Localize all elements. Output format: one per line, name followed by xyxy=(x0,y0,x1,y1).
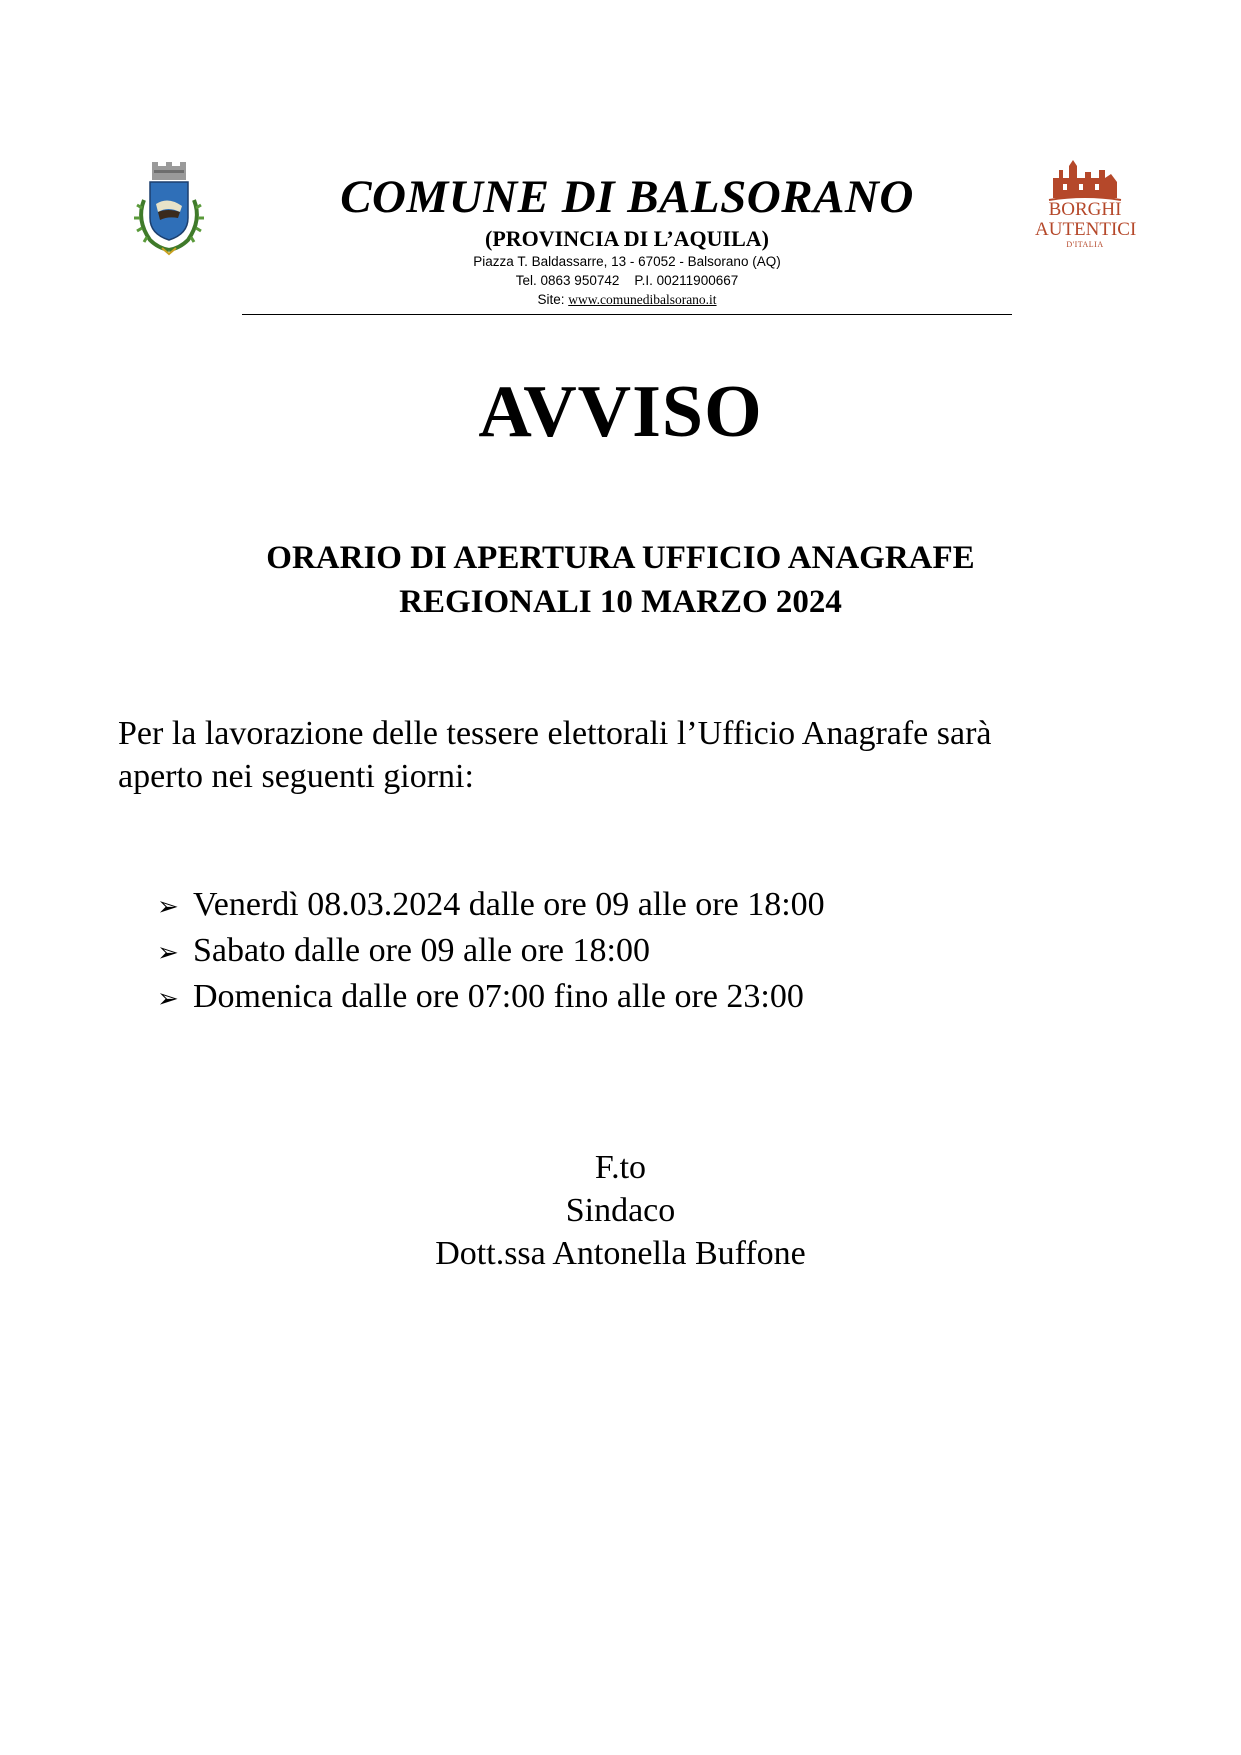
borghi-line1: BORGHI xyxy=(1048,199,1122,220)
notice-title: AVVISO xyxy=(478,371,763,453)
tel-text: Tel. 0863 950742 xyxy=(515,273,620,288)
signature-role: Sindaco xyxy=(565,1192,676,1229)
schedule-item xyxy=(157,975,1057,1021)
subtitle-line-1: ORARIO DI APERTURA UFFICIO ANAGRAFE xyxy=(266,540,975,576)
site-link[interactable]: www.comunedibalsorano.it xyxy=(568,292,717,307)
header-divider xyxy=(242,314,1012,315)
address-line: Piazza T. Baldassarre, 13 - 67052 - Balsorano (AQ) xyxy=(473,254,781,269)
provincia-title: (PROVINCIA DI L’AQUILA) xyxy=(485,226,769,251)
body-line-2: aperto nei seguenti giorni: xyxy=(118,758,474,795)
arrow-bullet-icon: ➢ xyxy=(157,892,179,922)
body-line-1: Per la lavorazione delle tessere elettorali l’Ufficio Anagrafe sarà xyxy=(118,715,992,752)
borghi-line2: AUTENTICI xyxy=(1035,219,1137,240)
subtitle-line-2: REGIONALI 10 MARZO 2024 xyxy=(399,584,842,620)
signature-name: Dott.ssa Antonella Buffone xyxy=(435,1235,806,1272)
piva-text: P.I. 00211900667 xyxy=(634,273,739,288)
borghi-autentici-text xyxy=(1035,200,1135,249)
schedule-text: Domenica dalle ore 07:00 fino alle ore 23:00 xyxy=(193,978,804,1015)
site-line xyxy=(242,290,1012,309)
schedule-list xyxy=(157,883,1057,1021)
municipal-crest-icon xyxy=(128,160,210,258)
schedule-item xyxy=(157,883,1057,929)
notice-subtitle xyxy=(0,536,1241,624)
schedule-text: Venerdì 08.03.2024 dalle ore 09 alle ore 18:00 xyxy=(193,886,825,923)
schedule-text: Sabato dalle ore 09 alle ore 18:00 xyxy=(193,932,650,969)
schedule-item xyxy=(157,929,1057,975)
signature-fto: F.to xyxy=(594,1149,647,1186)
letterhead xyxy=(242,170,1012,309)
notice-body xyxy=(118,712,1128,798)
arrow-bullet-icon: ➢ xyxy=(157,984,179,1014)
comune-title: COMUNE DI BALSORANO xyxy=(340,171,914,223)
arrow-bullet-icon: ➢ xyxy=(157,938,179,968)
borghi-line3: D'ITALIA xyxy=(1066,240,1104,249)
signature-block xyxy=(0,1146,1241,1275)
site-label: Site: xyxy=(537,292,565,307)
contact-line xyxy=(242,271,1012,290)
